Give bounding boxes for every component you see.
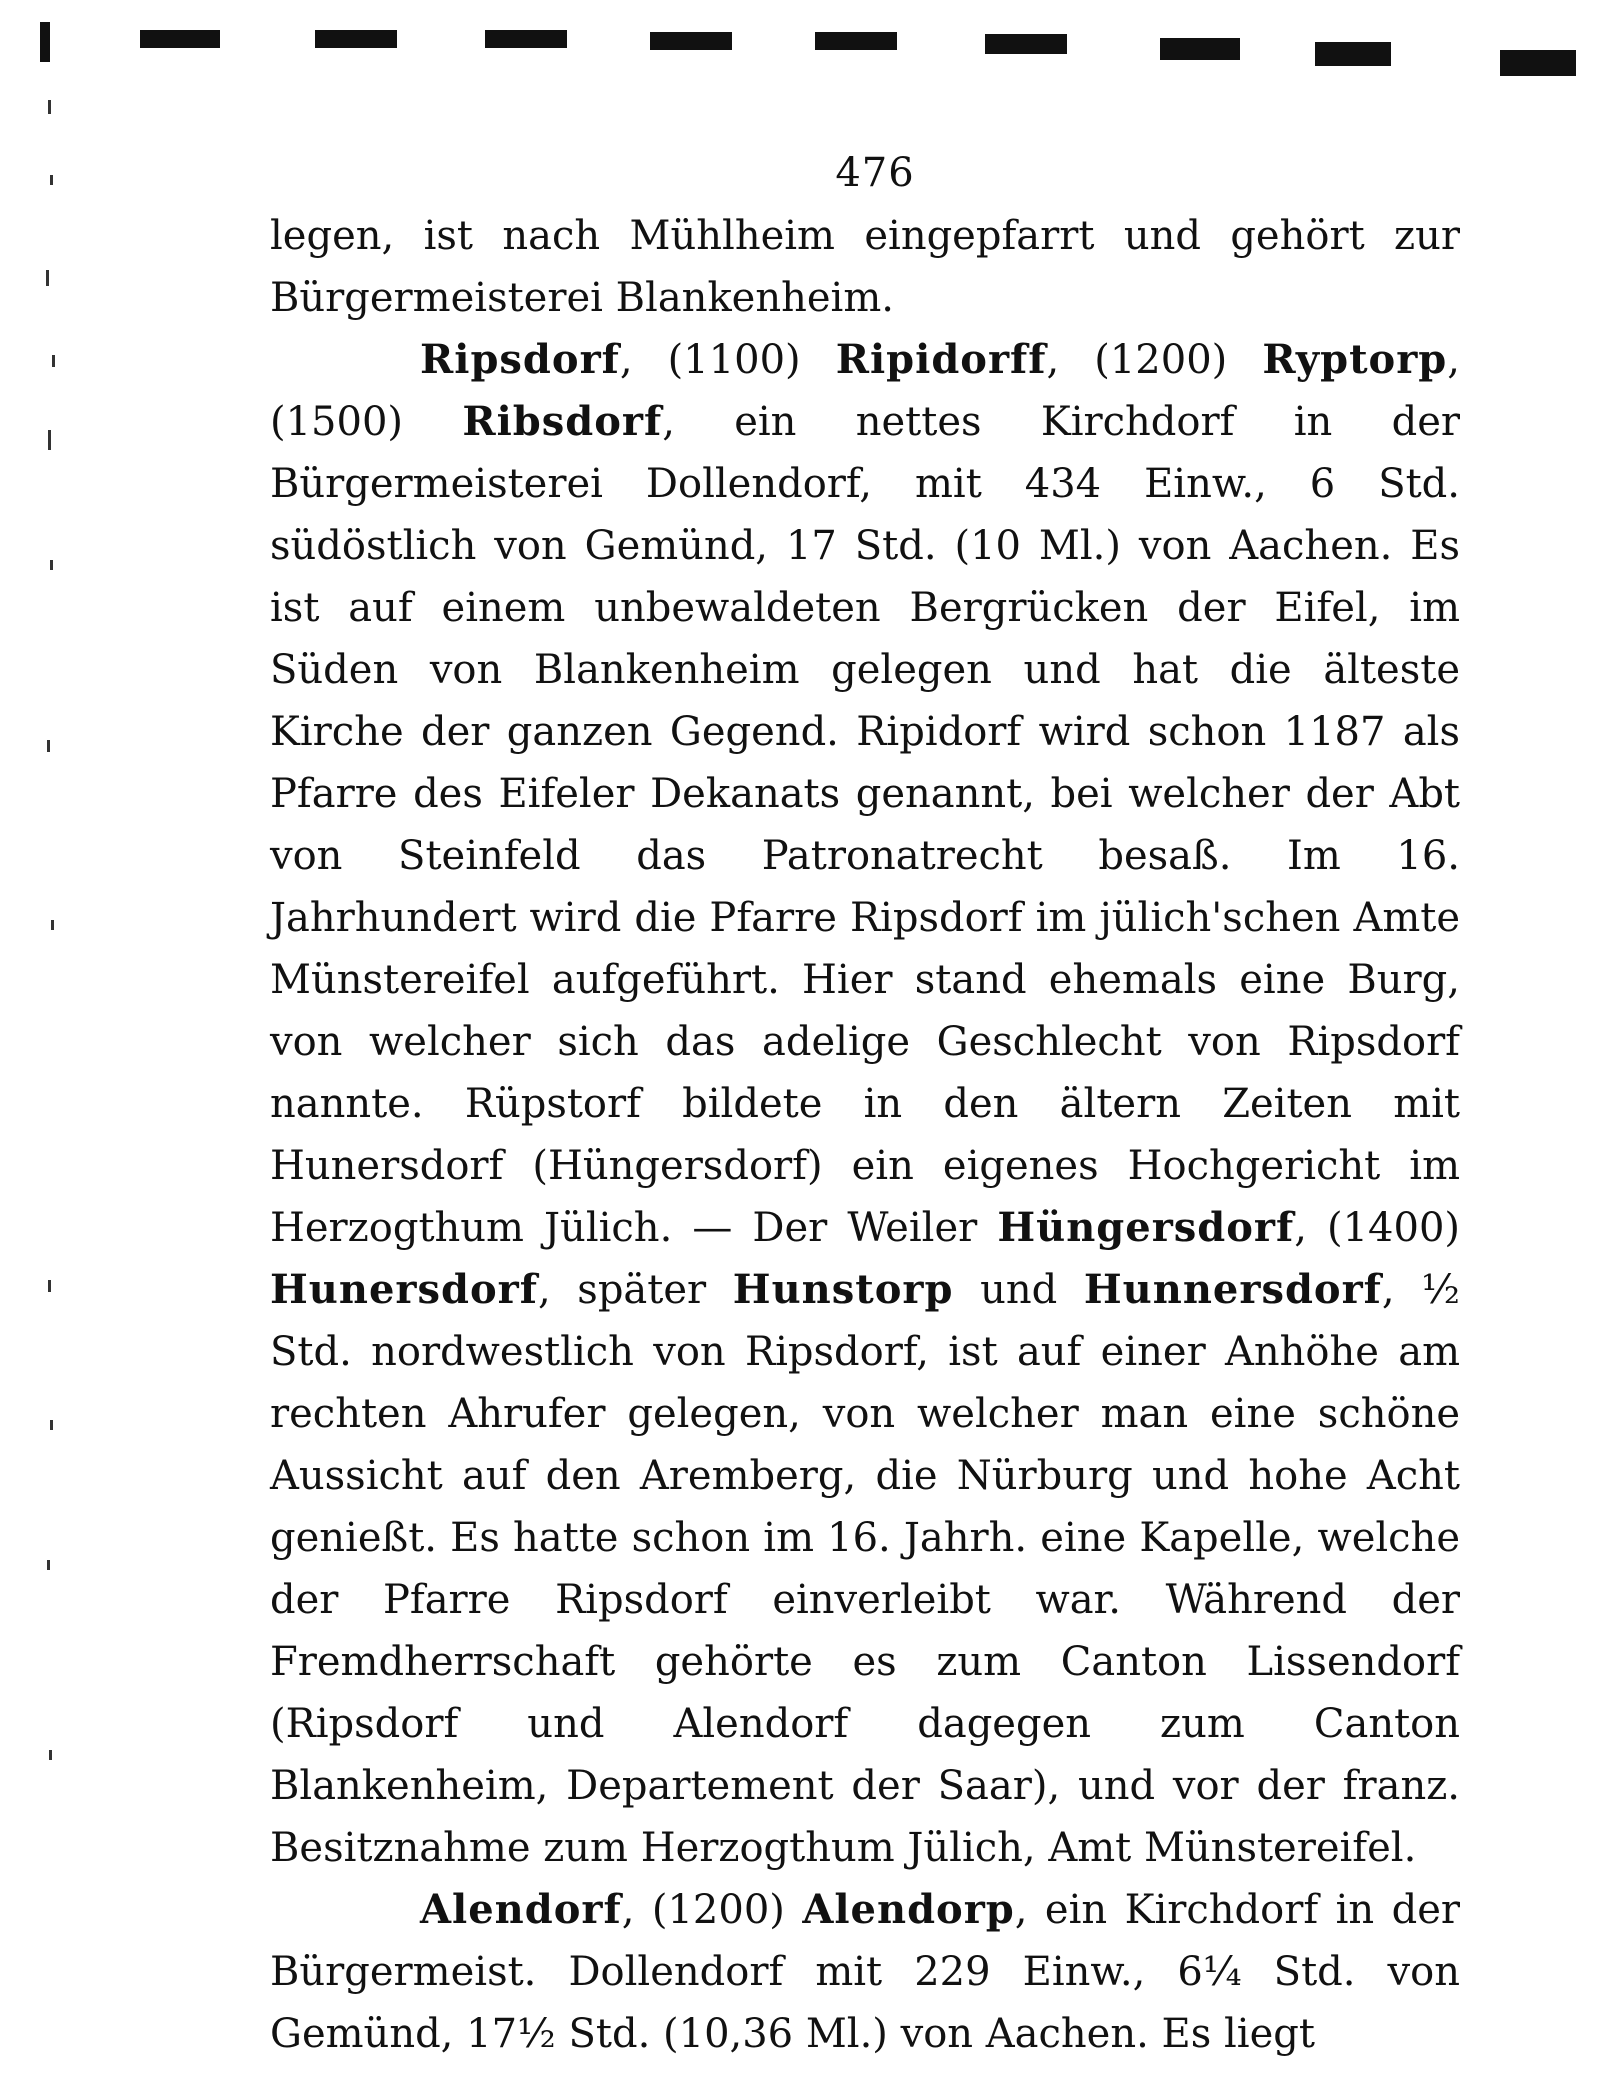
place-name: Ryptorp <box>1262 336 1448 383</box>
place-name: Hunnersdorf <box>1083 1266 1382 1313</box>
place-name: Ribsdorf <box>462 398 663 445</box>
text-run: legen, ist nach Mühlheim eingepfarrt und gehört zur Bürgermeisterei Blankenheim. <box>270 213 1460 321</box>
text-run: , ½ Std. nordwestlich von Ripsdorf, ist auf einer Anhöhe am rechten Ahrufer gelegen, von welcher man eine schöne Aussicht auf den Aremberg, die Nürburg und hohe Acht genießt. Es hatte schon im 16. Jahrh. eine Kapelle, welche der Pfarre Ripsdorf einverleibt war. Während der Fremdherrschaft gehörte es zum Canton Lissendorf (Ripsdorf und Alendorf dagegen zum Canton Blankenheim, Departement der Saar), und vor der franz. Besitznahme zum Herzogthum Jülich, Amt Münstereifel. <box>270 1267 1461 1871</box>
paragraph <box>270 329 1460 1879</box>
paragraph <box>270 1879 1460 2065</box>
place-name: Ripidorff <box>835 336 1047 383</box>
body-text <box>270 205 1460 2065</box>
top-edge-marks <box>0 22 1600 82</box>
place-name: Alendorp <box>802 1886 1015 1933</box>
left-margin-specks <box>0 100 70 1800</box>
paragraph <box>270 205 1460 329</box>
text-run: , später <box>537 1267 733 1313</box>
place-name: Ripsdorf <box>420 336 620 383</box>
place-name: Hüngersdorf <box>997 1204 1295 1251</box>
text-run: , ein Kirchdorf in der Bürgermeist. Dollendorf mit 229 Einw., 6¼ Std. von Gemünd, 17½ Std. (10,36 Ml.) von Aachen. Es liegt <box>270 1887 1460 2057</box>
place-name: Hunersdorf <box>270 1266 538 1313</box>
text-run: , (1100) <box>619 337 836 383</box>
text-run: , (1400) <box>1294 1205 1461 1251</box>
place-name: Hunstorp <box>732 1266 954 1313</box>
page-number: 476 <box>835 150 915 196</box>
text-run: und <box>953 1267 1084 1313</box>
text-run: , ein nettes Kirchdorf in der Bürgermeisterei Dollendorf, mit 434 Einw., 6 Std. südöstlich von Gemünd, 17 Std. (10 Ml.) von Aachen. Es ist auf einem unbewaldeten Bergrücken der Eifel, im Süden von Blankenheim gelegen und hat die älteste Kirche der ganzen Gegend. Ripidorf wird schon 1187 als Pfarre des Eifeler Dekanats genannt, bei welcher der Abt von Steinfeld das Patronatrecht besaß. Im 16. Jahrhundert wird die Pfarre Ripsdorf im jülich'schen Amte Münstereifel aufgeführt. Hier stand ehemals eine Burg, von welcher sich das adelige Geschlecht von Ripsdorf nannte. Rüpstorf bildete in den ältern Zeiten mit Hunersdorf (Hüngersdorf) ein eigenes Hochgericht im Herzogthum Jülich. — Der Weiler <box>270 399 1460 1251</box>
text-run: , (1200) <box>1046 337 1263 383</box>
text-run: , (1200) <box>621 1887 803 1933</box>
place-name: Alendorf <box>420 1886 622 1933</box>
text-run: , (1500) <box>270 337 1460 445</box>
